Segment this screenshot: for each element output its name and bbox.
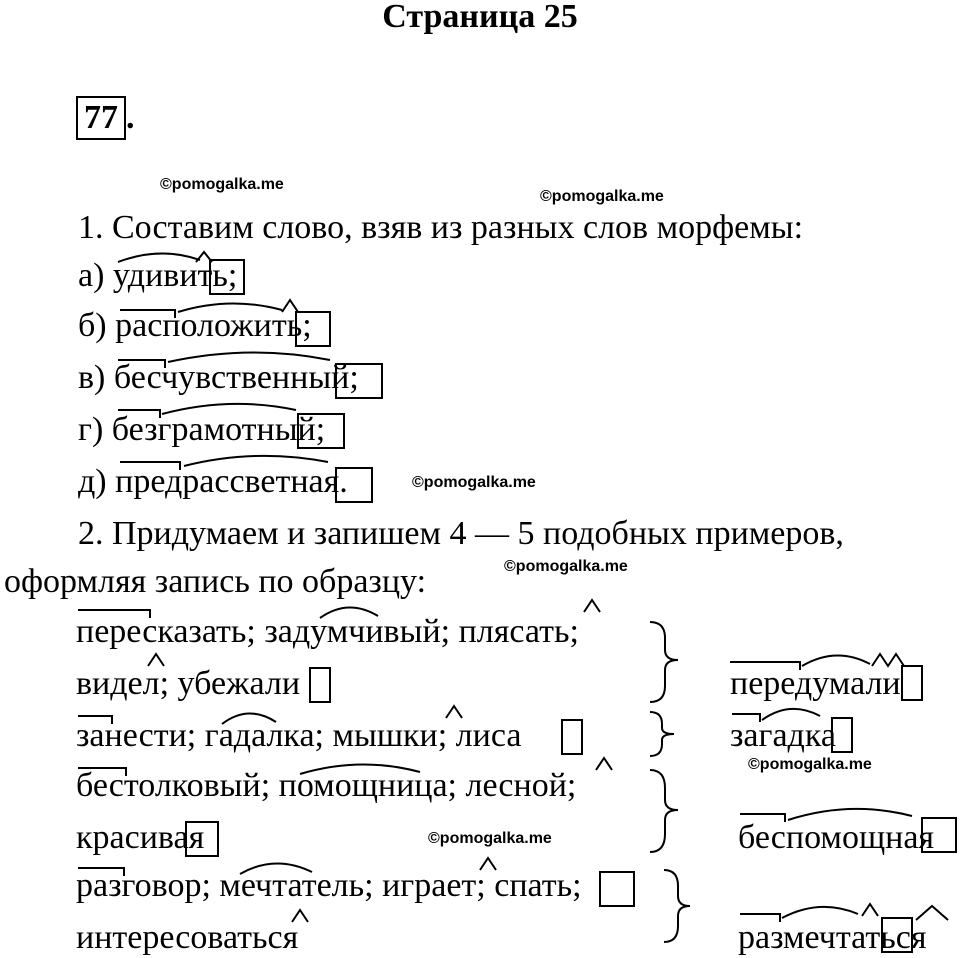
root-hat-mark	[584, 600, 600, 612]
group3-result: беспомощная	[738, 819, 935, 856]
group4-line1: разговор; мечтатель; играет; спать;	[76, 867, 582, 904]
part1-item-g: г) безграмотный;	[78, 411, 326, 448]
group1-line1: пересказать; задумчивый; плясать;	[76, 613, 579, 650]
watermark: ©pomogalka.me	[160, 176, 284, 193]
root-hat-mark	[596, 758, 612, 770]
brace-mark	[650, 622, 678, 702]
brace-mark	[664, 870, 690, 942]
part1-item-d: д) предрассветная.	[78, 463, 348, 500]
group2-result: загадка	[730, 717, 836, 754]
group2-line1: занести; гадалка; мышки; лиса	[76, 717, 522, 754]
task-number-box: 77	[76, 96, 126, 140]
task-number-dot: .	[126, 99, 135, 136]
group3-line1: бестолковый; помощница; лесной;	[76, 767, 577, 804]
part1-item-a: а) удивить;	[78, 257, 238, 294]
root-hat-mark	[862, 904, 878, 916]
ending-box-mark	[562, 720, 582, 754]
part1-item-v: в) бесчувственный;	[78, 359, 359, 396]
watermark: ©pomogalka.me	[504, 558, 628, 575]
part2-heading-line1: 2. Придумаем и запишем 4 — 5 подобных примеров,	[78, 515, 844, 552]
group1-line2: видел; убежали	[76, 665, 301, 702]
group4-result: размечтаться	[738, 919, 927, 956]
ending-box-mark	[600, 872, 634, 906]
part2-heading-line2: оформляя запись по образцу:	[4, 563, 427, 600]
brace-mark	[650, 770, 678, 852]
ending-box-mark	[310, 668, 330, 702]
task-number	[76, 96, 135, 140]
watermark: ©pomogalka.me	[540, 188, 664, 205]
watermark: ©pomogalka.me	[748, 756, 872, 773]
part1-heading: 1. Составим слово, взяв из разных слов морфемы:	[78, 209, 804, 246]
group4-line2: интересоваться	[76, 919, 299, 956]
watermark: ©pomogalka.me	[428, 830, 552, 847]
ending-box-mark	[902, 666, 922, 700]
group1-result: передумали	[730, 665, 901, 702]
part1-item-b: б) расположить;	[78, 307, 312, 344]
watermark: ©pomogalka.me	[412, 474, 536, 491]
brace-mark	[650, 712, 674, 756]
group3-line2: красивая	[76, 819, 205, 856]
root-arc-mark	[782, 907, 858, 918]
page-title: Страница 25	[382, 0, 578, 35]
